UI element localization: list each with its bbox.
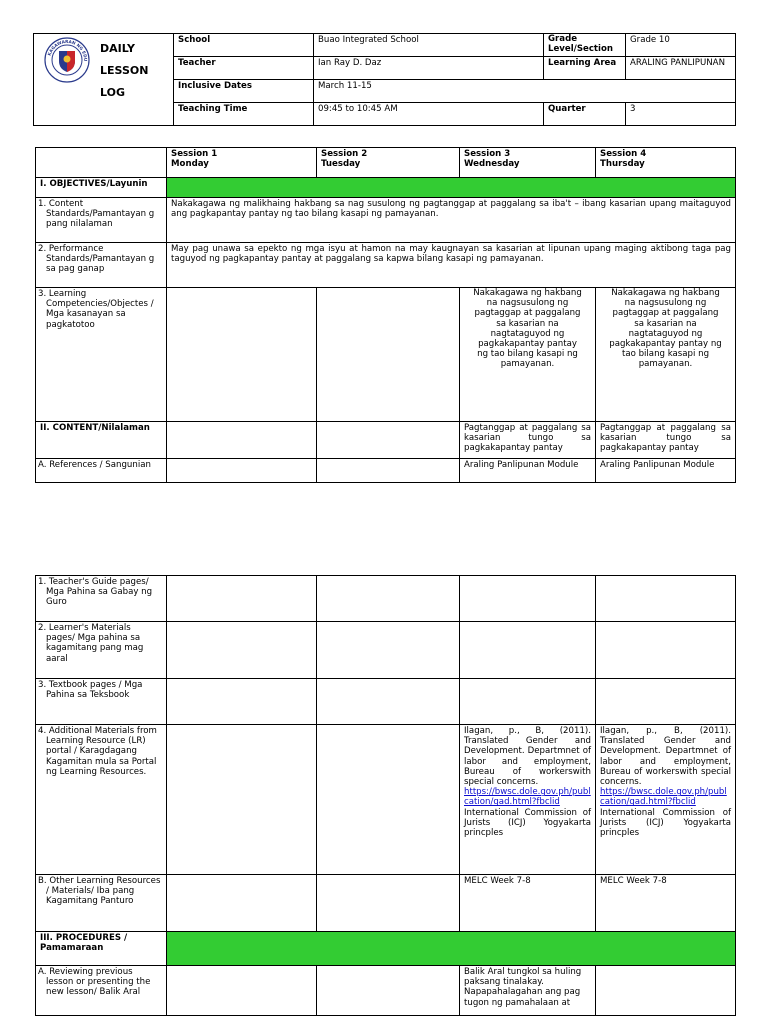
dll-word-1: DAILY — [100, 42, 135, 55]
dll-table-top — [35, 147, 736, 483]
session-1-header: Session 1 Monday — [167, 148, 317, 178]
teacher-label: Teacher — [174, 57, 314, 80]
content-s4: Pagtanggap at paggalang sa kasarian tungo sa pagkakapantay pantay — [596, 422, 736, 459]
am-s2 — [317, 725, 460, 875]
lm-s1 — [167, 622, 317, 679]
learning-competencies-label: 3. Learning Competencies/Objectes / Mga kasanayan sa pagkatotoo — [36, 288, 167, 422]
procedures-green-bar — [167, 932, 736, 966]
tg-s2 — [317, 576, 460, 622]
competency-s1 — [167, 288, 317, 422]
teacher-value: Ian Ray D. Daz — [314, 57, 544, 80]
dates-value: March 11-15 — [314, 80, 736, 103]
session-2-header: Session 2 Tuesday — [317, 148, 460, 178]
school-value: Buao Integrated School — [314, 34, 544, 57]
am-s1 — [167, 725, 317, 875]
tg-s1 — [167, 576, 317, 622]
objectives-green-bar — [167, 178, 736, 198]
tg-s4 — [596, 576, 736, 622]
tb-s3 — [460, 679, 596, 725]
seal-text: KAGAWARAN NG EDU — [46, 38, 89, 62]
review-s1 — [167, 966, 317, 1016]
lm-s3 — [460, 622, 596, 679]
references-s4: Araling Panlipunan Module — [596, 459, 736, 483]
other-resources-s3: MELC Week 7-8 — [460, 875, 596, 932]
time-label: Teaching Time — [174, 103, 314, 126]
session-4-header: Session 4 Thursday — [596, 148, 736, 178]
other-resources-label: B. Other Learning Resources / Materials/ Iba pang Kagamitang Panturo — [36, 875, 167, 932]
textbook-label: 3. Textbook pages / Mga Pahina sa Teksbook — [36, 679, 167, 725]
am-s4-citation-2: International Commission of Jurists (ICJ) Yogyakarta princples — [600, 807, 731, 839]
am-s4-link[interactable]: https://bwsc.dole.gov.ph/publcation/gad.html?fbclid — [600, 787, 727, 808]
am-s3-link[interactable]: https://bwsc.dole.gov.ph/publcation/gad.html?fbclid — [464, 787, 591, 808]
references-s3: Araling Panlipunan Module — [460, 459, 596, 483]
grade-value: Grade 10 — [626, 34, 736, 57]
tb-s2 — [317, 679, 460, 725]
dll-word-3: LOG — [100, 86, 125, 99]
time-value: 09:45 to 10:45 AM — [314, 103, 544, 126]
or-s2 — [317, 875, 460, 932]
content-standards-label: 1. Content Standards/Pamantayan g pang nilalaman — [36, 198, 167, 243]
am-s3-citation: Ilagan, p., B, (2011). Translated Gender and Development. Departmnet of labor and employment, Bureau of workerswith special concerns. — [464, 726, 591, 788]
content-s3: Pagtanggap at paggalang sa kasarian tungo sa pagkakapantay pantay — [460, 422, 596, 459]
references-s2 — [317, 459, 460, 483]
references-label: A. References / Sangunian — [36, 459, 167, 483]
other-resources-s4: MELC Week 7-8 — [596, 875, 736, 932]
school-label: School — [174, 34, 314, 57]
dll-title — [100, 38, 148, 104]
corner-cell — [36, 148, 167, 178]
content-standards-text: Nakakagawa ng malikhaing hakbang sa nag susulong ng pagtanggap at paggalang sa iba't – ibang kasarian upang maitaguyod ang pagkapantay pantay ng tao bilang kasapi ng pamayanan. — [167, 198, 736, 243]
lm-s2 — [317, 622, 460, 679]
deped-seal-icon — [44, 37, 90, 83]
competency-s2 — [317, 288, 460, 422]
grade-label: Grade Level/Section — [544, 34, 626, 57]
content-heading: II. CONTENT/Nilalaman — [36, 422, 167, 459]
dates-label: Inclusive Dates — [174, 80, 314, 103]
review-s3: Balik Aral tungkol sa huling paksang tinalakay. Napapahalagahan ang pag tugon ng pamahalaan at — [460, 966, 596, 1016]
learning-area-value: ARALING PANLIPUNAN — [626, 57, 736, 80]
tb-s1 — [167, 679, 317, 725]
am-s3-citation-2: International Commission of Jurists (ICJ) Yogyakarta princples — [464, 807, 591, 839]
learners-materials-label: 2. Learner's Materials pages/ Mga pahina sa kagamitang pang mag aaral — [36, 622, 167, 679]
performance-standards-label: 2. Performance Standards/Pamantayan g sa pag ganap — [36, 243, 167, 288]
references-s1 — [167, 459, 317, 483]
am-s4-citation: Ilagan, p., B, (2011). Translated Gender and Development. Departmnet of labor and employment, Bureau of workerswith special concerns. — [600, 726, 731, 788]
additional-materials-label: 4. Additional Materials from Learning Resource (LR) portal / Karagdagang Kagamitan mula sa Portal ng Learning Resources. — [36, 725, 167, 875]
session-3-header: Session 3 Wednesday — [460, 148, 596, 178]
competency-s3: Nakakagawa ng hakbang na nagsusulong ng pagtaggap at paggalang sa kasarian na nagtataguyod ng pagkakapantay pantay ng tao bilang kasapi ng pamayanan. — [460, 288, 596, 422]
quarter-label: Quarter — [544, 103, 626, 126]
procedures-heading: III. PROCEDURES / Pamamaraan — [36, 932, 167, 966]
content-s2 — [317, 422, 460, 459]
dll-table-bottom — [35, 575, 736, 1016]
tb-s4 — [596, 679, 736, 725]
lm-s4 — [596, 622, 736, 679]
or-s1 — [167, 875, 317, 932]
additional-materials-s3 — [460, 725, 596, 875]
learning-area-label: Learning Area — [544, 57, 626, 80]
review-s4 — [596, 966, 736, 1016]
teachers-guide-label: 1. Teacher's Guide pages/ Mga Pahina sa Gabay ng Guro — [36, 576, 167, 622]
performance-standards-text: May pag unawa sa epekto ng mga isyu at hamon na may kaugnayan sa kasarian at lipunan upang maging aktibong taga pag taguyod ng pagkapantay pantay at paggalang sa kapwa bilang kasapi ng pamayanan. — [167, 243, 736, 288]
dll-word-2: LESSON — [100, 64, 149, 77]
content-s1 — [167, 422, 317, 459]
review-s2 — [317, 966, 460, 1016]
additional-materials-s4 — [596, 725, 736, 875]
objectives-heading: I. OBJECTIVES/Layunin — [36, 178, 167, 198]
quarter-value: 3 — [626, 103, 736, 126]
tg-s3 — [460, 576, 596, 622]
competency-s4: Nakakagawa ng hakbang na nagsusulong ng pagtaggap at paggalang sa kasarian na nagtataguyod ng pagkakapantay pantay ng tao bilang kasapi ng pamayanan. — [596, 288, 736, 422]
review-label: A. Reviewing previous lesson or presenting the new lesson/ Balik Aral — [36, 966, 167, 1016]
